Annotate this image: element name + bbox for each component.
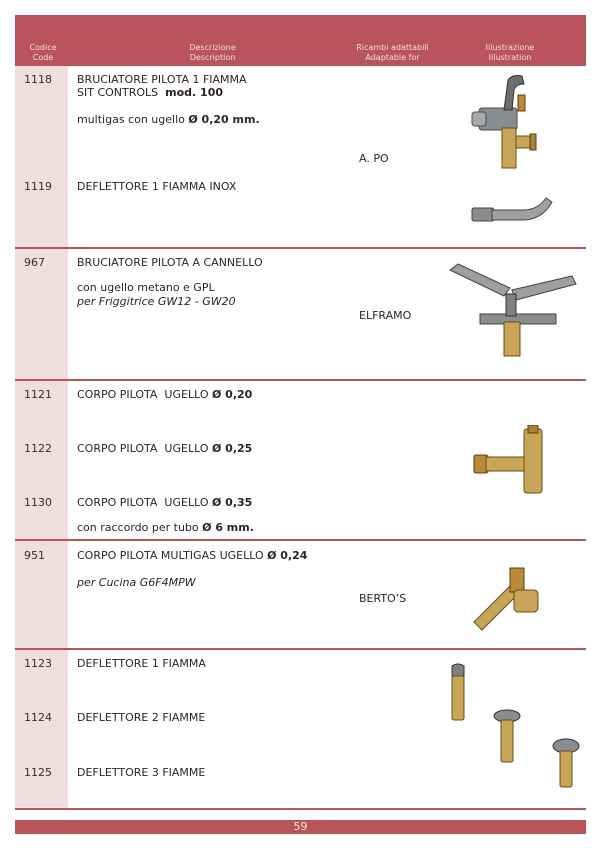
item-description: BRUCIATORE PILOTA A CANNELLO [77,256,263,269]
item-code: 1121 [24,388,52,401]
item-description: DEFLETTORE 1 FIAMMA INOX [77,180,237,193]
item-code: 1119 [24,180,52,193]
pilot-body-image [472,425,552,497]
item-code: 1124 [24,711,52,724]
item-code: 1130 [24,496,52,509]
tube-pilot-burner-image [446,262,578,362]
item-note: con ugello metano e GPL [77,281,215,294]
item-note-italic: per Friggitrice GW12 - GW20 [77,295,236,308]
row-divider [15,539,586,541]
item-note-italic: per Cucina G6F4MPW [77,576,196,589]
item-description: DEFLETTORE 2 FIAMME [77,711,206,724]
deflector-3-flames-image [550,737,582,789]
item-code: 951 [24,549,45,562]
code-column [15,66,68,809]
item-description: DEFLETTORE 1 FIAMMA [77,657,206,670]
row-divider [15,247,586,249]
header-adaptable: Ricambi adattabili Adaptable for [356,43,429,62]
item-code: 1122 [24,442,52,455]
compatible-brand: BERTO’S [359,592,407,605]
item-description: BRUCIATORE PILOTA 1 FIAMMA SIT CONTROLS mod. 100 [77,73,247,99]
table-header [15,39,586,66]
deflector-1-flame-image [446,662,470,724]
compatible-brand: A. PO [359,152,389,165]
row-divider [15,379,586,381]
multigas-pilot-body-image [470,560,550,632]
pilot-burner-image [464,70,554,175]
item-description: DEFLETTORE 3 FIAMME [77,766,206,779]
item-description: CORPO PILOTA MULTIGAS UGELLO Ø 0,24 [77,549,308,562]
compatible-brand: ELFRAMO [359,309,412,322]
item-code: 967 [24,256,45,269]
item-description: CORPO PILOTA UGELLO Ø 0,20 [77,388,253,401]
item-description: CORPO PILOTA UGELLO Ø 0,35 [77,496,253,509]
item-code: 1118 [24,73,52,86]
item-code: 1125 [24,766,52,779]
item-code: 1123 [24,657,52,670]
header-illustration: Illustrazione Illustration [485,43,535,62]
deflector-image [468,196,554,226]
row-divider [15,808,586,810]
page-number: 59 [15,820,586,834]
deflector-2-flames-image [492,708,522,764]
top-banner [15,15,586,39]
item-description: CORPO PILOTA UGELLO Ø 0,25 [77,442,253,455]
row-divider [15,648,586,650]
item-note: con raccordo per tubo Ø 6 mm. [77,521,254,534]
item-note: multigas con ugello Ø 0,20 mm. [77,113,260,126]
header-description: Descrizione Description [189,43,236,62]
header-code: Codice Code [29,43,57,62]
